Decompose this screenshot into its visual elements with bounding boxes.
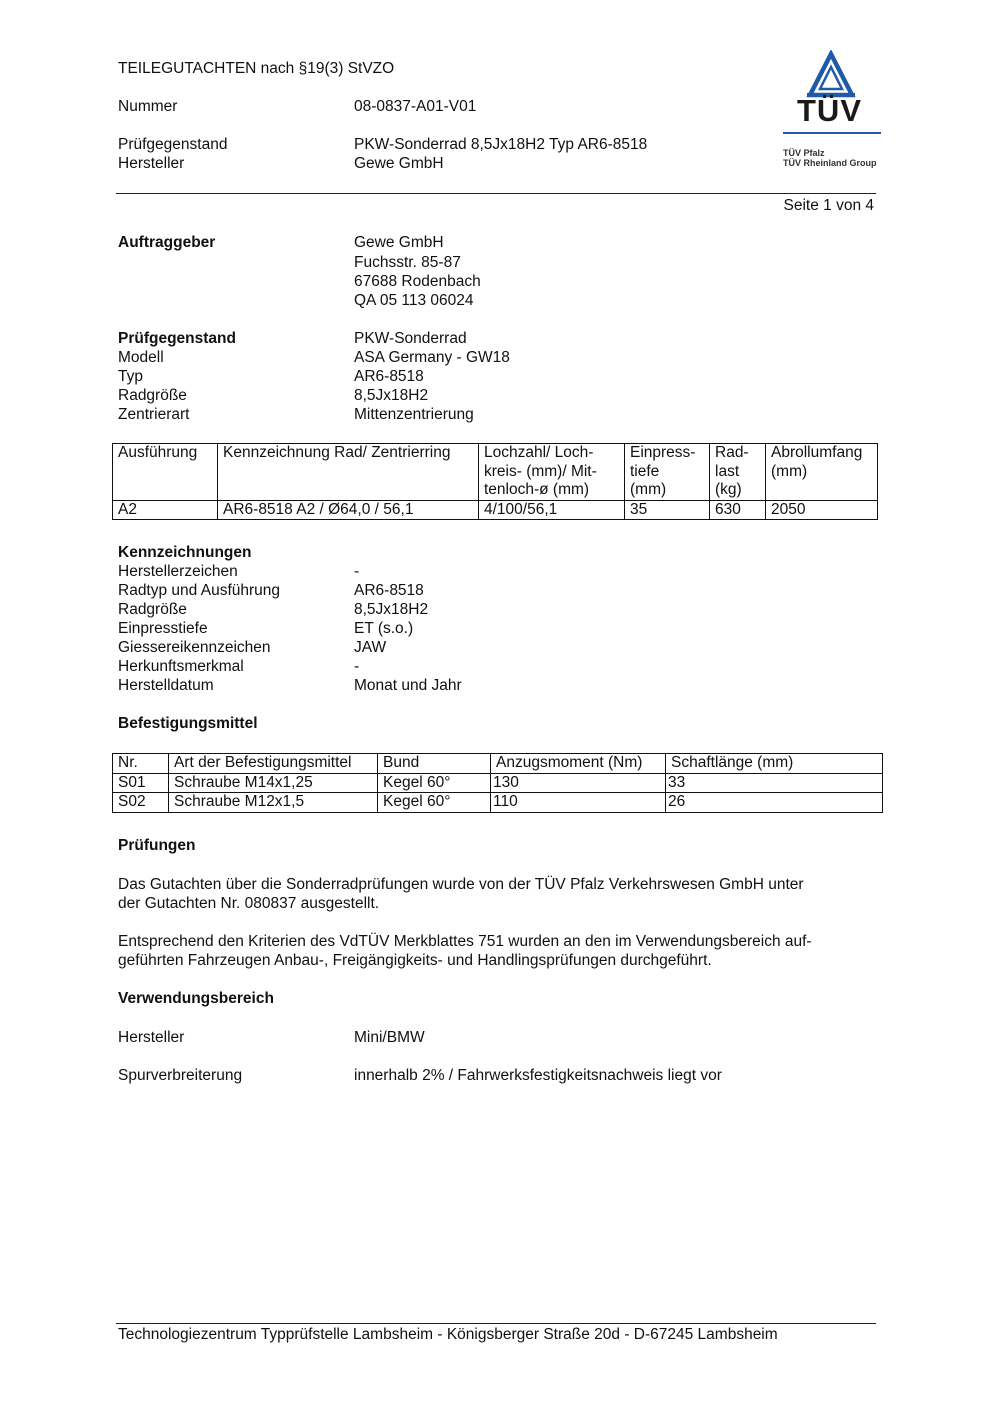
table-cell: Schraube M12x1,5 [169,793,378,813]
scope-manufacturer-label: Hersteller [118,1029,185,1046]
marking-label: Herstellerzeichen [118,563,238,580]
table-header-cell: Bund [378,754,491,774]
table-header-cell [710,444,766,501]
table-cell: 35 [625,500,710,520]
marking-label: Herstelldatum [118,677,214,694]
client-label: Auftraggeber [118,234,216,251]
number-value: 08-0837-A01-V01 [354,98,477,115]
table-header-cell [766,444,878,501]
header-text: last [715,462,740,480]
page-number: Seite 1 von 4 [783,197,874,214]
table-cell: Kegel 60° [378,773,491,793]
table-cell: Kegel 60° [378,793,491,813]
model-value: ASA Germany - GW18 [354,349,510,366]
marking-value: JAW [354,639,387,656]
marking-value: Monat und Jahr [354,677,462,694]
scope-track-value: innerhalb 2% / Fahrwerksfestigkeitsnachweis liegt vor [354,1067,722,1084]
scope-track-label: Spurverbreiterung [118,1067,243,1084]
table-cell: 110 [491,793,666,813]
logo-line-1: TÜV Pfalz [783,148,825,158]
table-cell: AR6-8518 A2 / Ø64,0 / 56,1 [218,500,479,520]
client-line-2: Fuchsstr. 85-87 [354,254,461,271]
table-cell: 26 [666,793,883,813]
table-cell: 630 [710,500,766,520]
marking-value: AR6-8518 [354,582,424,599]
number-label: Nummer [118,98,178,115]
table-header-cell: Schaftlänge (mm) [666,754,883,774]
tests-paragraph-1-line-1: Das Gutachten über die Sonderradprüfungen wurde von der TÜV Pfalz Verkehrswesen GmbH unter [118,876,804,893]
table-header-cell: Nr. [113,754,169,774]
marking-label: Radgröße [118,601,187,618]
header-text: tenloch-ø (mm) [484,481,590,498]
marking-value: - [354,658,360,675]
markings-heading: Kennzeichnungen [118,544,252,561]
header-text: (mm) [771,462,808,480]
marking-label: Giessereikennzeichen [118,639,271,656]
table-cell: Schraube M14x1,25 [169,773,378,793]
header-text: Ausführung [118,444,198,461]
table-row [113,500,878,520]
header-text: (mm) [630,481,667,498]
fasteners-heading: Befestigungsmittel [118,715,258,732]
manufacturer-value: Gewe GmbH [354,155,444,172]
client-line-3: 67688 Rodenbach [354,273,481,290]
table-cell: A2 [113,500,218,520]
fasteners-table [112,753,883,813]
table-header-cell: Art der Befestigungsmittel [169,754,378,774]
header-text: Rad- [715,444,749,461]
type-label: Typ [118,368,143,385]
table-header-row [113,444,878,501]
centering-label: Zentrierart [118,406,190,423]
wheel-size-label: Radgröße [118,387,187,404]
logo-line-2: TÜV Rheinland Group [783,158,877,168]
tests-paragraph-2-line-2: geführten Fahrzeugen Anbau-, Freigängigkeits- und Handlingsprüfungen durchgeführt. [118,952,712,969]
test-object-value: PKW-Sonderrad 8,5Jx18H2 Typ AR6-8518 [354,136,648,153]
table-cell: 2050 [766,500,878,520]
header-text: (kg) [715,481,742,498]
scope-heading: Verwendungsbereich [118,990,274,1007]
manufacturer-label: Hersteller [118,155,185,172]
marking-value: 8,5Jx18H2 [354,601,429,618]
header-text: Abrollumfang [771,444,863,461]
header-text: Einpress- [630,444,696,461]
wheel-table [112,443,878,520]
marking-label: Radtyp und Ausführung [118,582,281,599]
tests-paragraph-2-line-1: Entsprechend den Kriterien des VdTÜV Merkblattes 751 wurden an den im Verwendungsbereich auf- [118,933,812,950]
table-cell: 33 [666,773,883,793]
marking-label: Herkunftsmerkmal [118,658,244,675]
table-row [113,793,883,813]
header-text: Kennzeichnung Rad/ Zentrierring [223,444,451,461]
tuv-logo [745,50,915,175]
tests-heading: Prüfungen [118,837,196,854]
test-object-heading-value: PKW-Sonderrad [354,330,467,347]
table-cell: S02 [113,793,169,813]
wheel-size-value: 8,5Jx18H2 [354,387,429,404]
table-header-row [113,754,883,774]
table-row [113,773,883,793]
marking-value: ET (s.o.) [354,620,414,637]
scope-manufacturer-value: Mini/BMW [354,1029,425,1046]
table-cell: S01 [113,773,169,793]
document-title: TEILEGUTACHTEN nach §19(3) StVZO [118,60,395,77]
table-header-cell [113,444,218,501]
table-header-cell [218,444,479,501]
tuv-wordmark: TÜV [797,93,862,128]
table-cell: 4/100/56,1 [479,500,625,520]
table-header-cell: Anzugsmoment (Nm) [491,754,666,774]
footer-address: Technologiezentrum Typprüfstelle Lambsheim - Königsberger Straße 20d - D-67245 Lambsheim [118,1326,778,1343]
table-cell: 130 [491,773,666,793]
logo-rule [783,132,881,134]
test-object-heading: Prüfgegenstand [118,330,236,347]
marking-value: - [354,563,360,580]
client-line-1: Gewe GmbH [354,234,444,251]
client-line-4: QA 05 113 06024 [354,292,474,309]
table-header-cell [625,444,710,501]
tests-paragraph-1-line-2: der Gutachten Nr. 080837 ausgestellt. [118,895,380,912]
table-header-cell [479,444,625,501]
model-label: Modell [118,349,164,366]
footer-rule [116,1323,876,1324]
centering-value: Mittenzentrierung [354,406,474,423]
header-text: tiefe [630,462,660,480]
test-object-label: Prüfgegenstand [118,136,228,153]
header-text: Lochzahl/ Loch- [484,444,594,461]
marking-label: Einpresstiefe [118,620,208,637]
header-rule [116,193,876,194]
type-value: AR6-8518 [354,368,424,385]
header-text: kreis- (mm)/ Mit- [484,462,597,480]
